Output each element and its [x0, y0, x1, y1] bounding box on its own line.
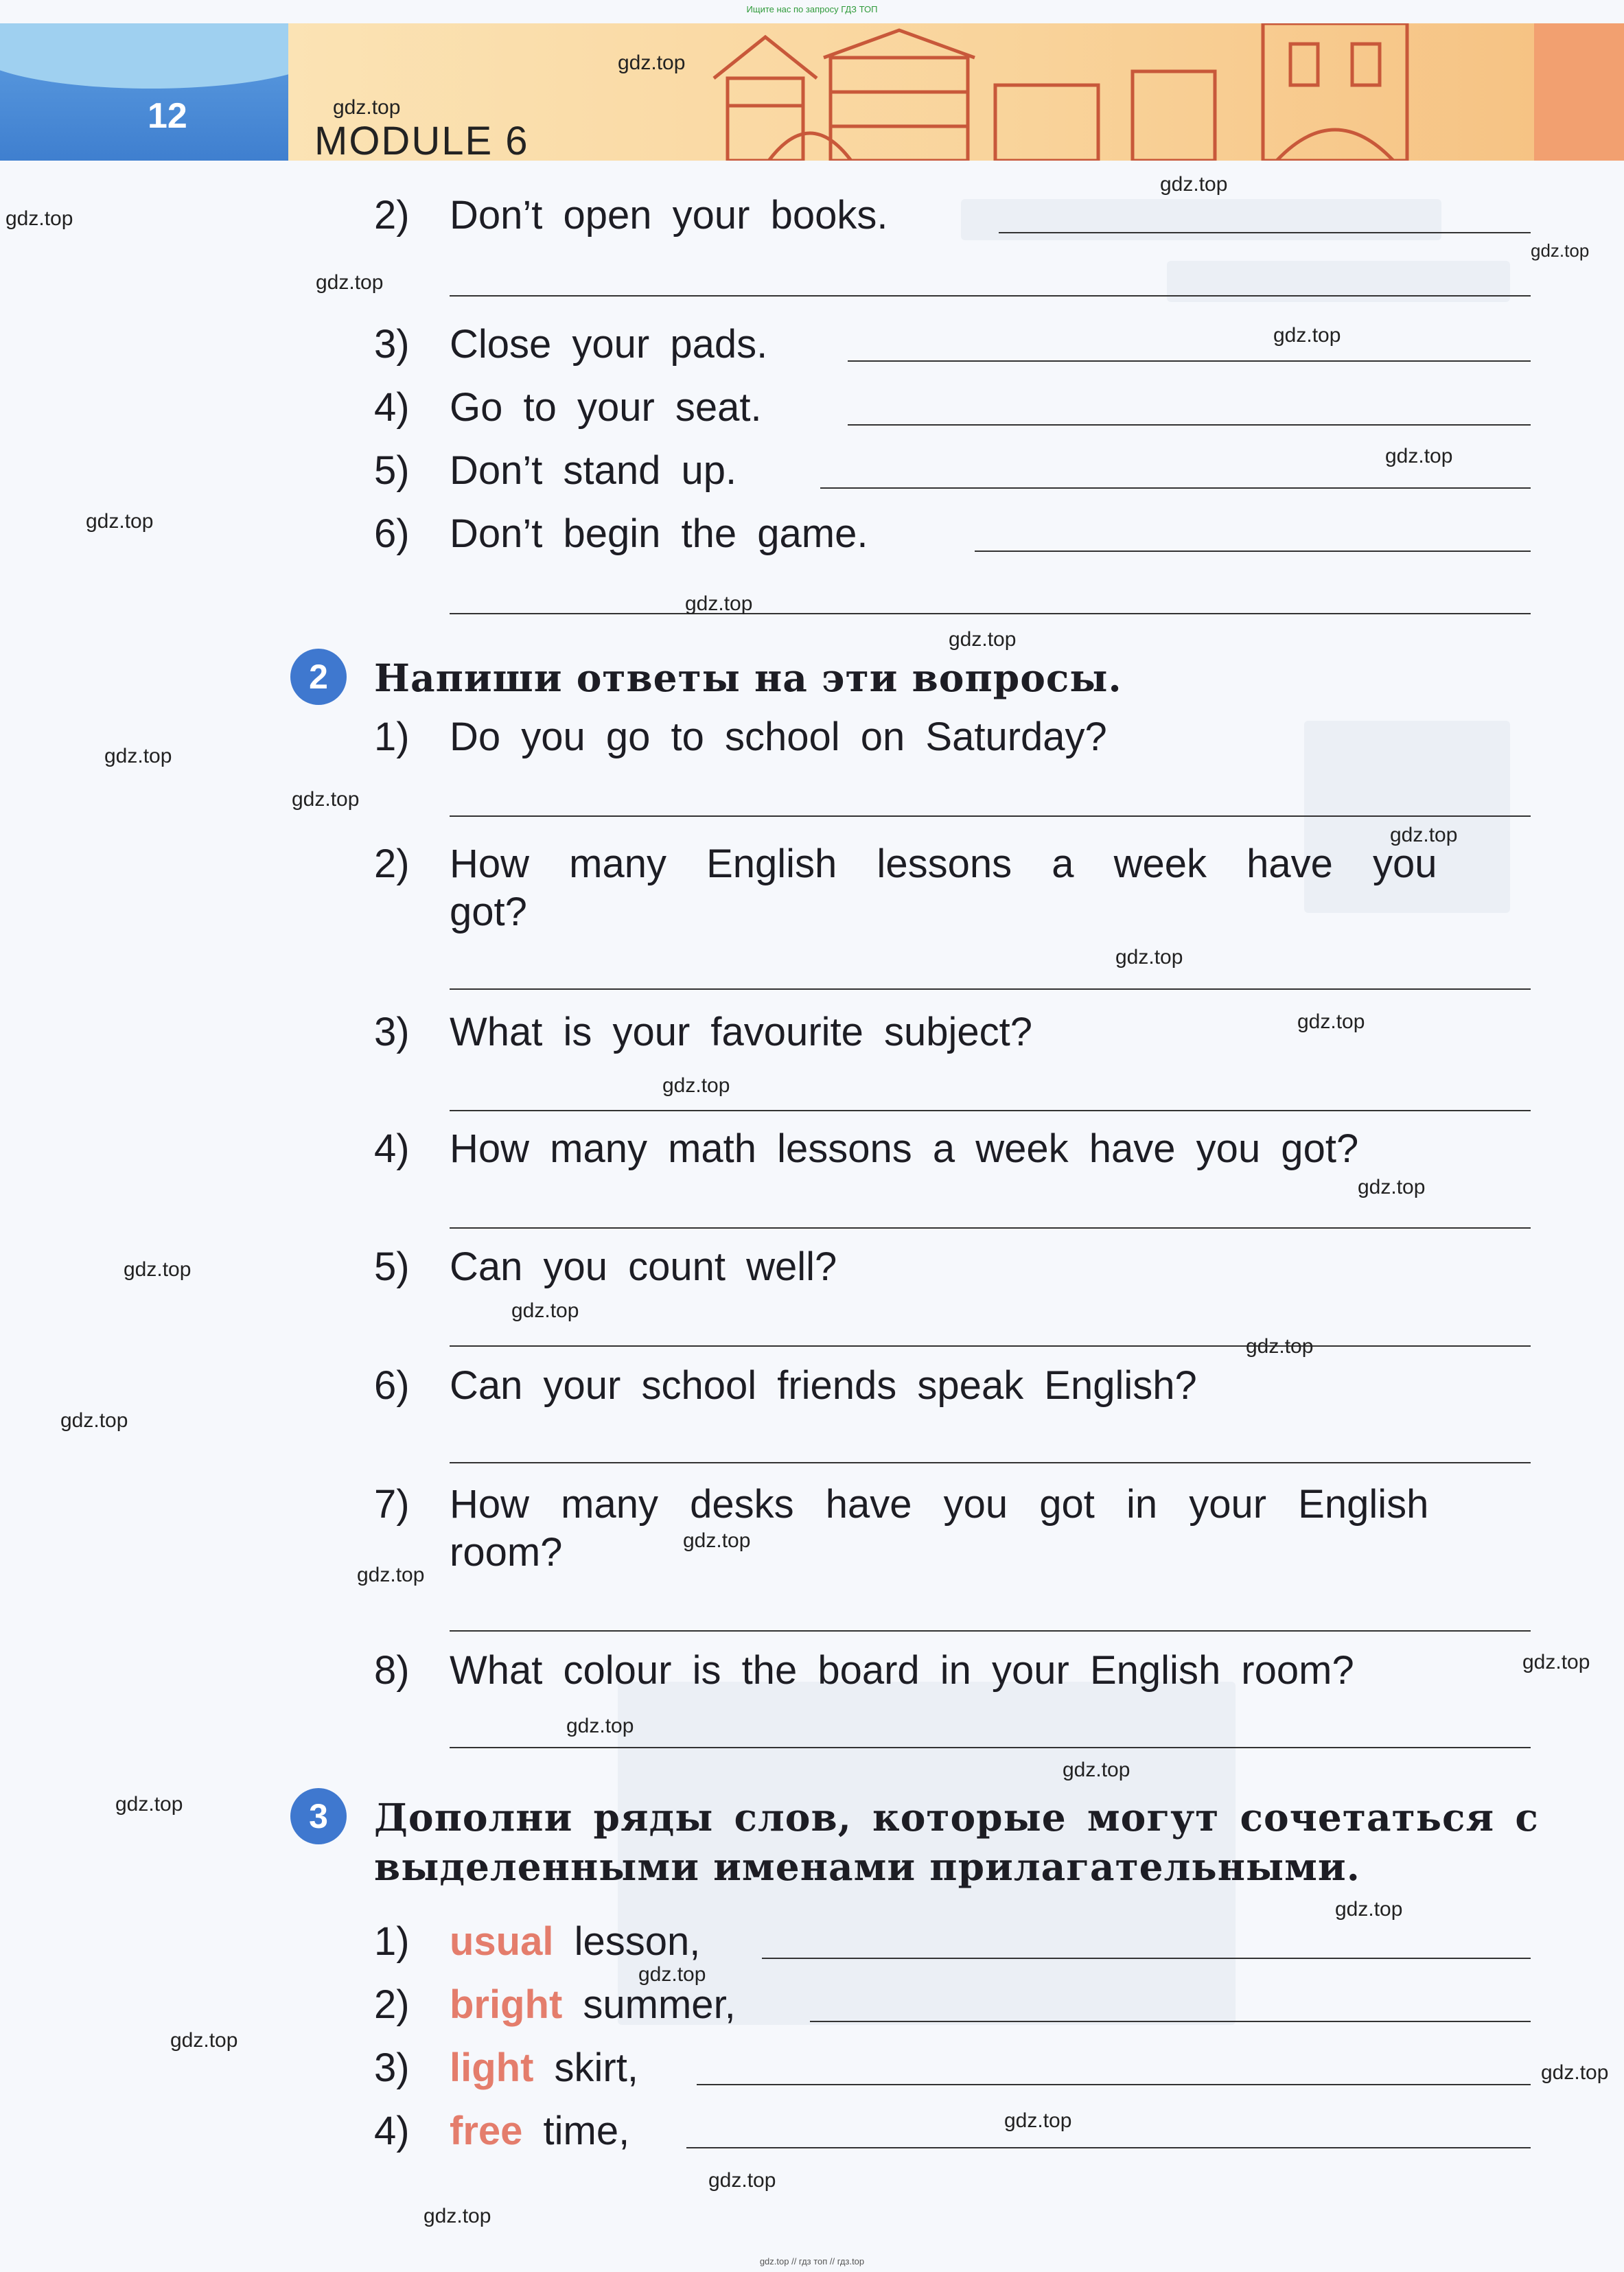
answer-line[interactable]: [450, 1747, 1531, 1748]
noun: summer,: [583, 1982, 736, 2027]
watermark: gdz.top: [292, 788, 360, 811]
answer-line[interactable]: [697, 2084, 1531, 2085]
module-title: MODULE 6: [314, 119, 529, 163]
item-number: 2): [374, 1982, 410, 2027]
answer-line[interactable]: [686, 2147, 1531, 2148]
word-row-2: [450, 1982, 736, 2028]
exercise-2-heading: Напиши ответы на эти вопросы.: [374, 656, 1122, 700]
item-number: 3): [374, 2045, 410, 2090]
watermark: gdz.top: [1246, 1335, 1314, 1358]
adjective: usual: [450, 1919, 554, 1964]
item-number: 4): [374, 385, 410, 430]
watermark: gdz.top: [1541, 2061, 1609, 2084]
watermark: gdz.top: [1160, 173, 1228, 196]
watermark: gdz.top: [1273, 324, 1341, 347]
answer-line[interactable]: [450, 1227, 1531, 1229]
page-number: 12: [148, 96, 187, 136]
item-number: 5): [374, 1244, 410, 1289]
watermark: gdz.top: [104, 745, 172, 767]
watermark: gdz.top: [1115, 946, 1183, 969]
word-row-1: [450, 1919, 700, 1964]
item-number: 8): [374, 1648, 410, 1693]
watermark: gdz.top: [708, 2169, 776, 2192]
question-2-text: How many English lessons a week have you: [450, 842, 1437, 886]
watermark: gdz.top: [1522, 1651, 1590, 1673]
answer-line[interactable]: [450, 1630, 1531, 1632]
question-8-text: What colour is the board in your English room?: [450, 1648, 1354, 1693]
watermark: gdz.top: [1358, 1176, 1426, 1198]
page-number-tab: [0, 23, 288, 161]
item-number: 7): [374, 1482, 410, 1527]
watermark: gdz.top: [1004, 2109, 1072, 2132]
item-number: 5): [374, 448, 410, 493]
footer-note: gdz.top // гдз топ // гдз.top: [759, 2256, 865, 2267]
question-5-text: Can you count well?: [450, 1244, 837, 1289]
item-number: 1): [374, 1919, 410, 1964]
answer-line[interactable]: [848, 424, 1531, 426]
adjective: free: [450, 2109, 523, 2153]
exercise-3-heading-line2: выделенными именами прилагательными.: [374, 1844, 1360, 1889]
watermark: gdz.top: [1297, 1010, 1365, 1033]
ex1-item-3-text: Close your pads.: [450, 322, 768, 367]
noun: lesson,: [574, 1919, 701, 1964]
header-corner: [1534, 23, 1624, 161]
question-7-text: How many desks have you got in your English: [450, 1482, 1429, 1527]
answer-line[interactable]: [450, 1462, 1531, 1463]
ex1-item-6-text: Don’t begin the game.: [450, 511, 868, 556]
watermark: gdz.top: [333, 96, 401, 119]
watermark: gdz.top: [566, 1715, 634, 1737]
exercise-3-heading-line1: Дополни ряды слов, которые могут сочетаться с: [374, 1795, 1539, 1840]
ex1-item-2-text: Don’t open your books.: [450, 193, 888, 237]
question-6-text: Can your school friends speak English?: [450, 1363, 1197, 1408]
exercise-number-badge: 2: [290, 649, 347, 705]
question-7-text-cont: room?: [450, 1530, 563, 1575]
noun: skirt,: [554, 2045, 638, 2090]
page-header: [0, 23, 1624, 161]
question-4-text: How many math lessons a week have you got?: [450, 1126, 1359, 1171]
watermark: gdz.top: [949, 628, 1017, 651]
watermark: gdz.top: [638, 1963, 706, 1986]
watermark: gdz.top: [5, 207, 73, 230]
watermark: gdz.top: [618, 51, 686, 74]
noun: time,: [543, 2109, 630, 2153]
answer-line[interactable]: [820, 487, 1531, 489]
watermark: gdz.top: [685, 592, 753, 615]
watermark: gdz.top: [1063, 1759, 1130, 1781]
adjective: bright: [450, 1982, 563, 2027]
answer-line[interactable]: [848, 360, 1531, 362]
item-number: 1): [374, 715, 410, 759]
watermark: gdz.top: [115, 1793, 183, 1816]
item-number: 2): [374, 842, 410, 886]
answer-line[interactable]: [450, 613, 1531, 614]
answer-line[interactable]: [975, 550, 1531, 552]
exercise-number-badge: 3: [290, 1788, 347, 1844]
adjective: light: [450, 2045, 534, 2090]
item-number: 6): [374, 1363, 410, 1408]
watermark: gdz.top: [316, 271, 384, 294]
answer-line[interactable]: [450, 815, 1531, 817]
watermark: gdz.top: [683, 1529, 751, 1552]
watermark: gdz.top: [1531, 240, 1590, 261]
answer-line[interactable]: [450, 295, 1531, 297]
watermark: gdz.top: [511, 1299, 579, 1322]
answer-line[interactable]: [810, 2021, 1531, 2022]
item-number: 2): [374, 193, 410, 237]
item-number: 3): [374, 322, 410, 367]
ex1-item-5-text: Don’t stand up.: [450, 448, 737, 493]
answer-line[interactable]: [999, 232, 1531, 233]
answer-line[interactable]: [450, 1345, 1531, 1347]
question-3-text: What is your favourite subject?: [450, 1010, 1033, 1054]
answer-line[interactable]: [450, 1110, 1531, 1111]
word-row-4: [450, 2108, 629, 2154]
item-number: 6): [374, 511, 410, 556]
item-number: 4): [374, 1126, 410, 1171]
item-number: 3): [374, 1010, 410, 1054]
watermark: gdz.top: [60, 1409, 128, 1432]
answer-line[interactable]: [450, 988, 1531, 990]
word-row-3: [450, 2045, 638, 2091]
question-1-text: Do you go to school on Saturday?: [450, 715, 1107, 759]
watermark: gdz.top: [424, 2205, 491, 2227]
site-note: Ищите нас по запросу ГДЗ ТОП: [746, 4, 878, 14]
watermark: gdz.top: [1390, 824, 1458, 846]
ex1-item-4-text: Go to your seat.: [450, 385, 762, 430]
watermark: gdz.top: [1335, 1898, 1403, 1921]
watermark: gdz.top: [357, 1564, 425, 1586]
watermark: gdz.top: [662, 1074, 730, 1097]
item-number: 4): [374, 2109, 410, 2153]
watermark: gdz.top: [1385, 445, 1453, 467]
answer-line[interactable]: [762, 1958, 1531, 1959]
watermark: gdz.top: [170, 2029, 238, 2052]
question-2-text-cont: got?: [450, 890, 527, 934]
watermark: gdz.top: [124, 1258, 192, 1281]
watermark: gdz.top: [86, 510, 154, 533]
